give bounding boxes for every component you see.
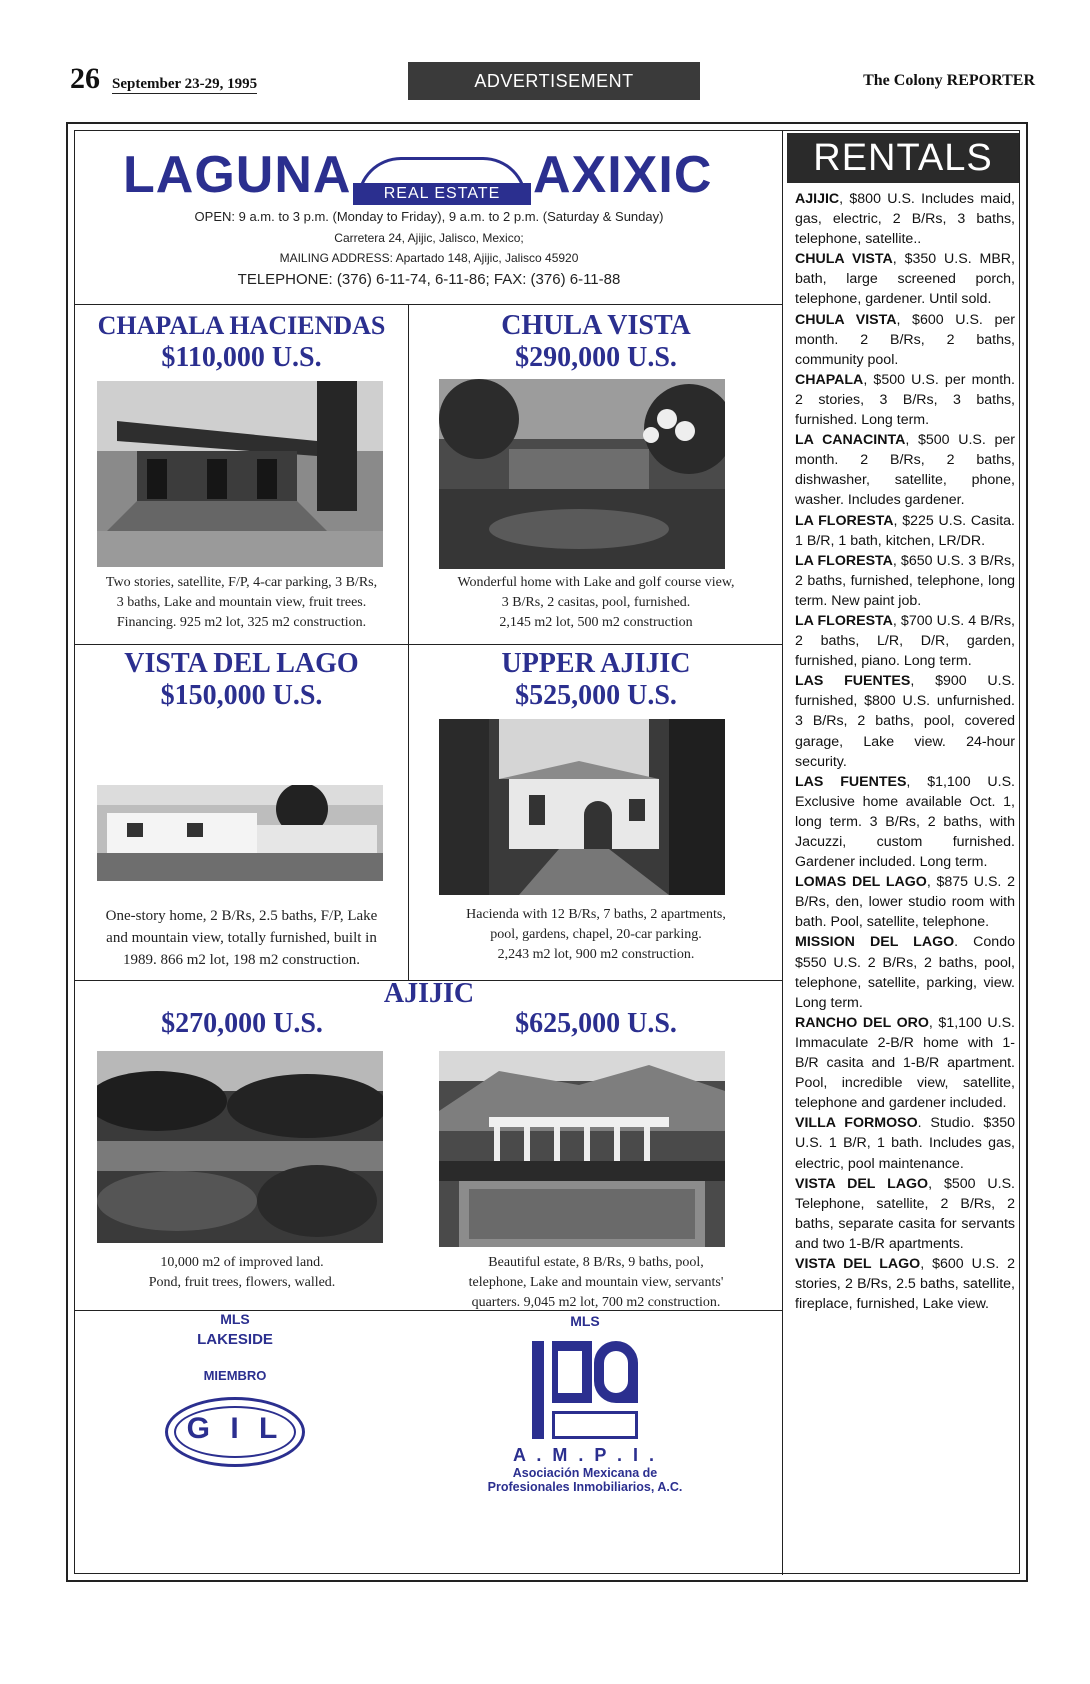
ampi-acronym: A . M . P . I . <box>512 1445 658 1465</box>
rental-details: , $900 U.S. furnished, $800 U.S. unfurnished. 3 B/Rs, 2 baths, pool, covered garage, Lake view. 24-hour security. <box>795 673 1015 770</box>
agency-header <box>75 131 783 305</box>
rental-details: . Condo $550 U.S. 2 B/Rs, 2 baths, pool, telephone, satellite, parking, view. Long term. <box>795 934 1015 1011</box>
listing-price: $525,000 U.S. <box>515 680 677 711</box>
listing-title: CHAPALA HACIENDAS <box>97 311 386 340</box>
desc-line: and mountain view, totally furnished, built in <box>106 930 377 946</box>
logo-badge <box>353 157 531 201</box>
rental-location: CHULA VISTA <box>795 251 893 268</box>
desc-line: Pond, fruit trees, flowers, walled. <box>148 1275 336 1290</box>
rental-details: , $225 U.S. Casita. 1 B/R, 1 bath, kitchen, LR/DR. <box>795 512 1015 549</box>
listing-description <box>83 905 400 971</box>
house-photo <box>439 719 725 895</box>
ampi-mark-icon <box>532 1341 638 1439</box>
telephone-line: TELEPHONE: (376) 6-11-74, 6-11-86; FAX: (376) 6-11-88 <box>237 271 621 288</box>
house-photo <box>97 381 383 567</box>
desc-line: Financing. 925 m2 lot, 325 m2 construction. <box>116 615 367 630</box>
listing-upper-ajijic <box>409 645 783 981</box>
rental-item <box>795 1013 1015 1113</box>
rental-location: LOMAS DEL LAGO <box>795 874 927 891</box>
listings-area <box>75 131 783 1575</box>
land-photo <box>97 1051 383 1243</box>
listing-description-left <box>83 1253 401 1293</box>
estate-photo <box>439 1051 725 1247</box>
desc-line: Hacienda with 12 B/Rs, 7 baths, 2 apartments, <box>466 907 726 922</box>
rental-details: , $600 U.S. per month. 2 B/Rs, 2 baths, community pool. <box>795 311 1015 368</box>
rental-item <box>795 611 1015 671</box>
affiliation-logos <box>75 1311 783 1575</box>
miembro-label: MIEMBRO <box>203 1368 267 1383</box>
rental-details: , $500 U.S. per month. 2 B/Rs, 2 baths, dishwasher, satellite, phone, washer. Includes gardener. <box>795 432 1015 509</box>
logo-word-axixic: AXIXIC <box>533 146 713 204</box>
rental-item <box>795 511 1015 551</box>
listing-price: $150,000 U.S. <box>160 680 323 711</box>
rental-location: VILLA FORMOSO <box>795 1115 918 1132</box>
house-photo <box>439 379 725 569</box>
rental-item <box>795 1174 1015 1254</box>
rental-item <box>795 671 1015 771</box>
listing-vista-del-lago <box>75 645 409 981</box>
desc-line: 3 baths, Lake and mountain view, fruit trees. <box>116 595 367 610</box>
mailing-address: MAILING ADDRESS: Apartado 148, Ajijic, Jalisco 45920 <box>279 251 579 265</box>
rental-item <box>795 430 1015 510</box>
rental-location: VISTA DEL LAGO <box>795 1255 921 1272</box>
rental-location: LA FLORESTA <box>795 512 894 529</box>
agency-logo <box>75 145 783 205</box>
issue-date: September 23-29, 1995 <box>112 76 258 92</box>
rental-details: , $1,100 U.S. Immaculate 2-B/R home with 1-B/R casita and 1-B/R apartment. Pool, incredible view, satellite, telephone and gardener included. <box>795 1014 1015 1112</box>
rental-details: , $875 U.S. 2 B/Rs, den, lower studio room with bath. Pool, satellite, telephone. <box>795 874 1016 931</box>
desc-line: 3 B/Rs, 2 casitas, pool, furnished. <box>501 595 691 610</box>
listing-description <box>417 573 775 633</box>
rental-details: , $600 U.S. 2 stories, 2 B/Rs, 2.5 baths, satellite, fireplace, furnished, Lake view. <box>795 1255 1015 1313</box>
section-banner: ADVERTISEMENT <box>408 62 700 100</box>
rental-location: LAS FUENTES <box>795 673 911 690</box>
listing-price: $110,000 U.S. <box>161 342 322 373</box>
rental-details: , $500 U.S. per month. 2 stories, 3 B/Rs, 3 baths, furnished. Long term. <box>795 371 1015 429</box>
rental-item <box>795 249 1015 309</box>
rental-location: CHULA VISTA <box>795 311 897 328</box>
rental-item <box>795 1113 1015 1173</box>
gil-seal-icon <box>165 1397 305 1467</box>
rental-details: , $1,100 U.S. Exclusive home available Oct. 1, long term. 3 B/Rs, 2 baths, with Jacuzzi, custom furnished. Gardener included. Long term. <box>795 773 1016 871</box>
rental-location: MISSION DEL LAGO <box>795 934 955 951</box>
rental-location: AJIJIC <box>795 191 840 207</box>
mls-label: MLS <box>220 1311 250 1327</box>
rental-location: LA FLORESTA <box>795 552 893 569</box>
desc-line: 10,000 m2 of improved land. <box>160 1255 324 1270</box>
listing-price-left: $270,000 U.S. <box>161 1008 323 1039</box>
house-photo <box>97 785 383 881</box>
listing-price-right: $625,000 U.S. <box>515 1008 677 1039</box>
listing-title: UPPER AJIJIC <box>501 648 691 679</box>
advertisement-inner <box>74 130 1020 1574</box>
listing-title: CHULA VISTA <box>501 310 691 341</box>
logo-badge-text: REAL ESTATE <box>353 183 531 205</box>
gil-lettering: G I L <box>186 1412 284 1445</box>
ampi-name-line: Profesionales Inmobiliarios, A.C. <box>487 1480 683 1494</box>
listing-chapala-haciendas <box>75 305 409 645</box>
listing-title: VISTA DEL LAGO <box>124 648 359 679</box>
rental-item <box>795 932 1015 1012</box>
rental-location: LA CANACINTA <box>795 432 906 449</box>
rental-location: LAS FUENTES <box>795 773 907 790</box>
listing-chula-vista <box>409 305 783 645</box>
masthead <box>70 62 1035 102</box>
listing-description <box>417 905 775 965</box>
rental-details: , $650 U.S. 3 B/Rs, 2 baths, furnished, telephone, long term. New paint job. <box>795 552 1015 609</box>
ampi-name-line: Asociación Mexicana de <box>512 1466 658 1480</box>
listing-ajijic <box>75 978 783 1311</box>
ampi-logo <box>455 1311 715 1494</box>
desc-line: One-story home, 2 B/Rs, 2.5 baths, F/P, Lake <box>105 908 378 924</box>
opening-hours: OPEN: 9 a.m. to 3 p.m. (Monday to Friday), 9 a.m. to 2 p.m. (Saturday & Sunday) <box>194 209 664 224</box>
logo-word-laguna: LAGUNA <box>123 146 352 204</box>
listing-title: AJIJIC <box>383 978 475 1009</box>
rental-location: LA FLORESTA <box>795 612 893 629</box>
rental-item <box>795 370 1015 430</box>
listing-description-right <box>417 1253 775 1313</box>
street-address: Carretera 24, Ajijic, Jalisco, Mexico; <box>334 231 524 245</box>
desc-line: quarters. 9,045 m2 lot, 700 m2 construction. <box>471 1295 721 1310</box>
rental-item <box>795 551 1015 611</box>
rental-location: RANCHO DEL ORO <box>795 1014 929 1031</box>
rentals-list <box>795 189 1015 1314</box>
desc-line: Two stories, satellite, F/P, 4-car parking, 3 B/Rs, <box>105 575 378 590</box>
desc-line: Wonderful home with Lake and golf course view, <box>457 575 735 590</box>
desc-line: 2,243 m2 lot, 900 m2 construction. <box>497 947 695 962</box>
listing-price: $290,000 U.S. <box>515 342 677 373</box>
rentals-heading: RENTALS <box>787 133 1019 183</box>
desc-line: telephone, Lake and mountain view, servants' <box>468 1275 724 1290</box>
advertisement-frame <box>66 122 1028 1582</box>
rental-details: , $700 U.S. 4 B/Rs, 2 baths, L/R, D/R, garden, furnished, piano. Long term. <box>795 612 1015 670</box>
desc-line: 2,145 m2 lot, 500 m2 construction <box>499 615 693 630</box>
rental-item <box>795 189 1015 249</box>
page-number: 26 <box>70 62 100 95</box>
rental-location: VISTA DEL LAGO <box>795 1175 929 1192</box>
mls-lakeside-logo <box>135 1311 335 1467</box>
rental-details: . Studio. $350 U.S. 1 B/R, 1 bath. Includes gas, electric, pool maintenance. <box>795 1115 1015 1172</box>
rental-item <box>795 772 1015 872</box>
desc-line: Beautiful estate, 8 B/Rs, 9 baths, pool, <box>488 1255 704 1270</box>
lakeside-label: LAKESIDE <box>197 1331 273 1348</box>
rental-location: CHAPALA <box>795 371 864 388</box>
rental-item <box>795 310 1015 370</box>
rental-details: , $800 U.S. Includes maid, gas, electric, 2 B/Rs, 3 baths, telephone, satellite.. <box>795 191 1015 248</box>
desc-line: pool, gardens, chapel, 20-car parking. <box>490 927 702 942</box>
newspaper-name: The Colony REPORTER <box>863 72 1035 89</box>
rental-details: , $500 U.S. Telephone, satellite, 2 B/Rs, 2 baths, separate casita for servants and two 1-B/R apartments. <box>795 1175 1016 1252</box>
rentals-column <box>785 131 1021 1575</box>
rental-item <box>795 1254 1015 1314</box>
rental-item <box>795 872 1015 932</box>
mls-label: MLS <box>570 1313 600 1329</box>
desc-line: 1989. 866 m2 lot, 198 m2 construction. <box>122 952 361 968</box>
rental-details: , $350 U.S. MBR, bath, large screened porch, telephone, gardener. Until sold. <box>795 251 1015 308</box>
listing-description <box>83 573 400 633</box>
